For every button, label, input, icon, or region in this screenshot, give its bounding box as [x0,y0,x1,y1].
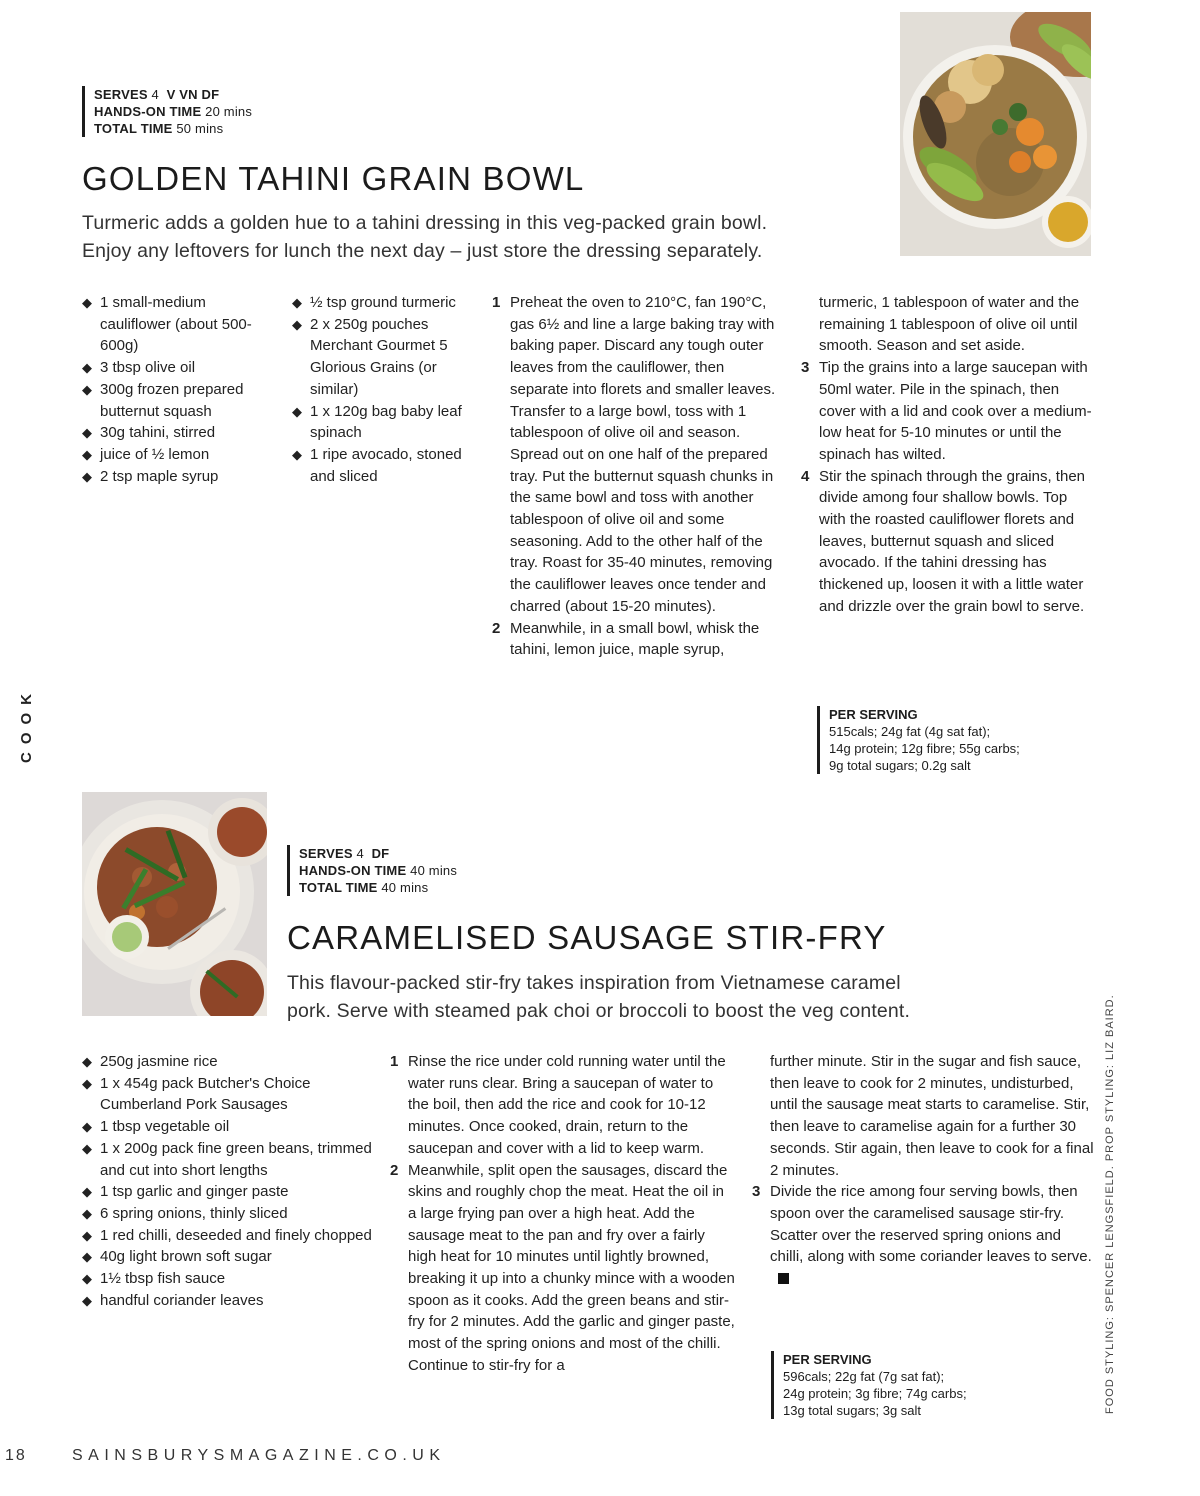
method-step-continued: further minute. Stir in the sugar and fish sauce, then leave to cook for 2 minutes, undisturbed, until the sausage meat starts to caramelise. Stir, then leave to caramelise again for a further 30 seconds. Stir again, then leave to cook for a final 2 minutes. [770,1053,1094,1179]
ingredient-item: ◆ 1 tbsp vegetable oil [82,1116,372,1138]
ingredient-item: ◆ handful coriander leaves [82,1290,372,1312]
diet-tags: V VN DF [166,87,220,102]
method-step: 1 Preheat the oven to 210°C, fan 190°C, gas 6½ and line a large baking tray with baking paper. Discard any tough outer leaves from the cauliflower, then separate into florets and smaller leaves. Transfer to a large bowl, toss with 1 tablespoon of olive oil and season. Spread out on one half of the prepared tray. Put the butternut squash chunks in the same bowl and toss with another tablespoon of olive oil and some seasoning. Add to the other half of the tray. Roast for 35-40 minutes, removing the cauliflower leaves once tender and charred (about 15-20 minutes). [492,294,776,615]
recipe1-ingredients-col2 [292,292,482,487]
recipe2-method-col2 [752,1051,1097,1290]
ingredient-item: ◆ 250g jasmine rice [82,1051,372,1073]
ingredient-item: ◆ 6 spring onions, thinly sliced [82,1203,372,1225]
ingredient-item: ◆ 1 x 120g bag baby leaf spinach [292,401,482,444]
sausage-stir-fry-photo [82,792,267,1016]
method-step-continued: turmeric, 1 tablespoon of water and the remaining 1 tablespoon of olive oil until smooth. Season and set aside. [819,294,1080,355]
footer-url: SAINSBURYSMAGAZINE.CO.UK [72,1447,446,1464]
photo-credits: FOOD STYLING: SPENCER LENGSFIELD. PROP STYLING: LIZ BAIRD. [1104,994,1116,1414]
recipe2-meta: SERVES 4 DF HANDS-ON TIME 40 mins TOTAL TIME 40 mins [287,845,457,896]
end-square-icon [778,1273,789,1284]
recipe2-title: CARAMELISED SAUSAGE STIR-FRY [287,919,887,956]
recipe2-ingredients [82,1051,372,1311]
ingredient-item: ◆ 3 tbsp olive oil [82,357,272,379]
ingredient-item: ◆ 30g tahini, stirred [82,422,272,444]
ingredient-item: ◆ 1½ tbsp fish sauce [82,1268,372,1290]
recipe2-method-col1 [390,1051,735,1377]
recipe1-method-col2 [801,292,1093,618]
method-step: 1 Rinse the rice under cold running water until the water runs clear. Bring a saucepan of water to the boil, then add the rice and cook for 10-12 minutes. Once cooked, drain, return to the saucepan and cover with a lid to keep warm. [390,1053,726,1157]
ingredient-item: ◆ juice of ½ lemon [82,444,272,466]
recipe1-ingredients-col1 [82,292,272,487]
ingredient-item: ◆ 2 x 250g pouches Merchant Gourmet 5 Glorious Grains (or similar) [292,314,482,401]
recipe2-intro: This flavour-packed stir-fry takes inspiration from Vietnamese caramel pork. Serve with steamed pak choi or broccoli to boost the veg content. [287,972,911,1022]
method-step: 4 Stir the spinach through the grains, then divide among four shallow bowls. Top with the roasted cauliflower florets and leaves, butternut squash and sliced avocado. If the tahini dressing has thickened up, loosen it with a little water and drizzle over the grain bowl to serve. [801,467,1086,615]
recipe1-meta: SERVES 4 V VN DF HANDS-ON TIME 20 mins TOTAL TIME 50 mins [82,86,252,137]
recipe1-title: GOLDEN TAHINI GRAIN BOWL [82,160,585,197]
ingredient-item: ◆ 1 x 200g pack fine green beans, trimmed and cut into short lengths [82,1138,372,1181]
method-step: 2 Meanwhile, in a small bowl, whisk the tahini, lemon juice, maple syrup, [492,619,760,659]
ingredient-item: ◆ 1 red chilli, deseeded and finely chopped [82,1225,372,1247]
recipe2-nutrition: PER SERVING 596cals; 22g fat (7g sat fat); 24g protein; 3g fibre; 74g carbs; 13g total sugars; 3g salt [771,1351,967,1419]
ingredient-item: ◆ 2 tsp maple syrup [82,466,272,488]
ingredient-item: ◆ 300g frozen prepared butternut squash [82,379,272,422]
grain-bowl-photo [900,12,1091,256]
method-step: 2 Meanwhile, split open the sausages, discard the skins and roughly chop the meat. Heat the oil in a large frying pan over a high heat. Add the sausage meat to the pan and fry over a fairly high heat for 10 minutes until lightly browned, breaking it up into a chunky mince with a wooden spoon as it cooks. Add the green beans and stir-fry for 2 minutes. Add the garlic and ginger paste, most of the spring onions and most of the chilli. Continue to stir-fry for a [390,1161,735,1374]
recipe1-intro: Turmeric adds a golden hue to a tahini dressing in this veg-packed grain bowl. Enjoy any leftovers for lunch the next day – just store the dressing separately. [82,212,768,262]
ingredient-item: ◆ 1 ripe avocado, stoned and sliced [292,444,482,487]
page-number: 18 [5,1447,27,1464]
ingredient-item: ◆ 1 small-medium cauliflower (about 500-600g) [82,292,272,357]
ingredient-item: ◆ ½ tsp ground turmeric [292,292,482,314]
method-step: 3 Tip the grains into a large saucepan with 50ml water. Pile in the spinach, then cover with a lid and cook over a medium-low heat for 5-10 minutes or until the spinach has wilted. [801,359,1092,463]
method-step: 3 Divide the rice among four serving bowls, then spoon over the caramelised sausage stir-fry. Scatter over the reserved spring onions and chilli, along with some coriander leaves to serve. [752,1181,1097,1290]
ingredient-item: ◆ 1 x 454g pack Butcher's Choice Cumberland Pork Sausages [82,1073,372,1116]
section-label-cook: COOK [18,686,35,763]
diet-tags: DF [371,846,390,861]
sausage-stir-fry-photo-icon [82,792,267,1016]
recipe1-method-col1 [492,292,784,661]
recipe1-nutrition: PER SERVING 515cals; 24g fat (4g sat fat); 14g protein; 12g fibre; 55g carbs; 9g total sugars; 0.2g salt [817,706,1020,774]
grain-bowl-photo-icon [900,12,1091,256]
ingredient-item: ◆ 1 tsp garlic and ginger paste [82,1181,372,1203]
ingredient-item: ◆ 40g light brown soft sugar [82,1246,372,1268]
